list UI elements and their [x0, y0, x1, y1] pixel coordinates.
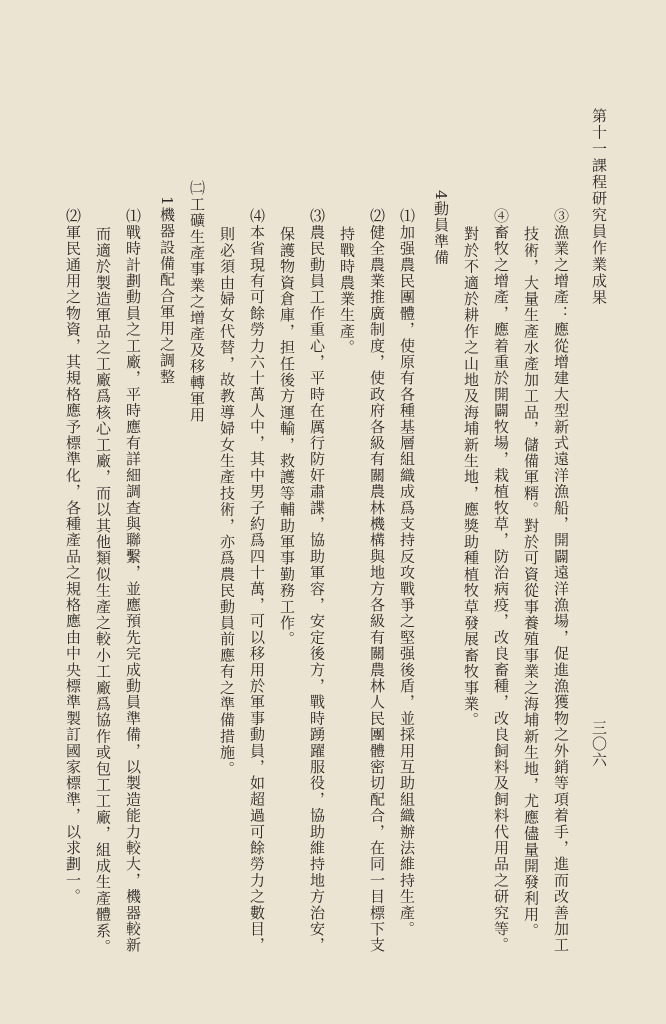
- text-column: ⑵健全農業推廣制度，使政府各級有關農林機構與地方各級有關農林人民團體密切配合，在同一目標下支: [368, 208, 386, 954]
- running-header: 第十一課程研究員作業成果: [590, 108, 608, 306]
- text-column: ⑴戰時計劃動員之工廠，平時應有詳細調查與聯繫，並應預先完成動員準備，以製造能力較大，機器較新: [124, 208, 142, 954]
- text-column: ⑴加强農民團體，使原有各種基層組織成爲支持反攻戰爭之堅强後盾，並採用互助組織辦法維持生產。: [398, 208, 416, 937]
- text-column: 保護物資倉庫，担任後方運輸，救護等輔助軍事勤務工作。: [278, 226, 296, 648]
- text-column: ③漁業之增產：應從增建大型新式遠洋漁船，開闢遠洋漁場，促進漁獲物之外銷等項着手，進而改善加工: [552, 208, 570, 954]
- text-column: 對於不適於耕作之山地及海埔新生地，應獎助種植牧草發展畜牧事業。: [462, 226, 480, 729]
- text-column: 技術，大量生產水產加工品，儲備軍糈。對於可資從事養殖事業之海埔新生地，尤應儘量開發利用。: [522, 226, 540, 939]
- section-heading: ㈡工礦生產事業之增產及移轉軍用: [188, 180, 206, 423]
- text-column: ⑷本省現有可餘勞力六十萬人中，其中男子約爲四十萬，可以移用於軍事動員，如超過可餘勞力之數目，: [248, 208, 266, 954]
- text-column: ⑵軍民通用之物資，其規格應予標準化，各種產品之規格應由中央標準製訂國家標準，以求劃一。: [64, 208, 82, 905]
- text-column: ④畜牧之增產，應着重於開闢牧場，栽植牧草，防治病疫，改良畜種，改良飼料及飼料代用品之研究等。: [492, 208, 510, 954]
- text-column: ⑶農民動員工作重心，平時在厲行防奸肅諜，協助軍容，安定後方，戰時踴躍服役，協助維持地方治安，: [308, 208, 326, 954]
- text-column: 則必須由婦女代替，故教導婦女生產技術，亦爲農民動員前應有之準備措施。: [218, 226, 236, 777]
- subsection-heading: 1機器設備配合軍用之調整: [158, 196, 176, 385]
- text-column: 而適於製造軍品之工廠爲核心工廠，而以其他類似生產之較小工廠爲協作或包工工廠，組成生產體系。: [94, 226, 112, 955]
- page-number: 三〇六: [590, 720, 608, 768]
- text-column: 持戰時農業生產。: [338, 226, 356, 356]
- section-heading: 4動員準備: [432, 190, 450, 266]
